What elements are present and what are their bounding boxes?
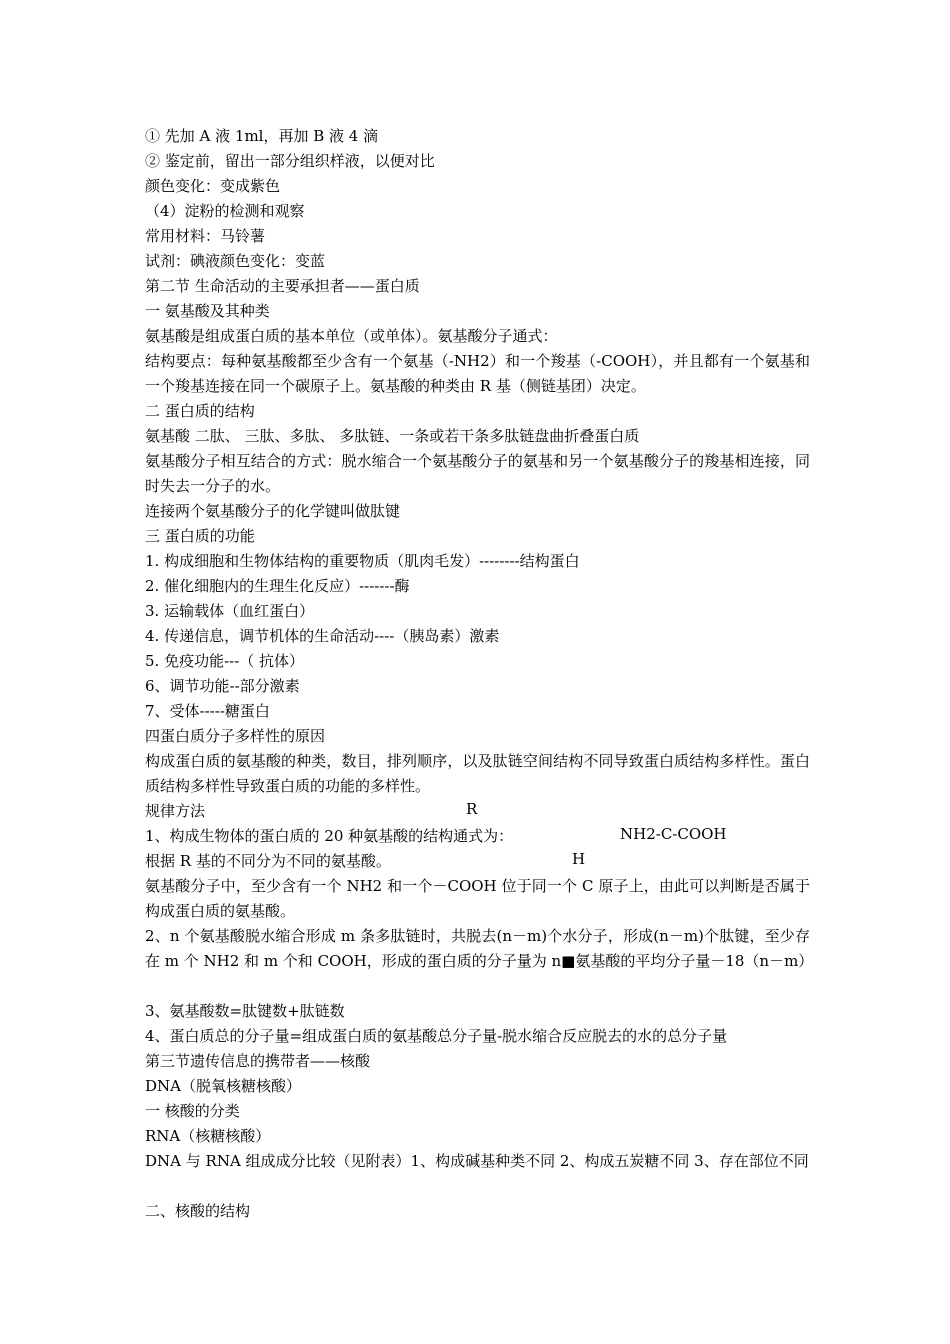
list-item: 6、调节功能--部分激素 bbox=[145, 677, 300, 695]
list-item: 7、受体-----糖蛋白 bbox=[145, 702, 270, 720]
text-line: 氨基酸 二肽、 三肽、多肽、 多肽链、一条或若干条多肽链盘曲折叠蛋白质 bbox=[145, 427, 640, 445]
paragraph: 结构要点：每种氨基酸都至少含有一个氨基（-NH2）和一个羧基（-COOH），并且都有一个氨基和一个羧基连接在同一个碳原子上。氨基酸的种类由 R 基（侧链基团）决定。 bbox=[145, 352, 810, 395]
section-heading: （4）淀粉的检测和观察 bbox=[145, 202, 305, 220]
paragraph: 构成蛋白质的氨基酸的种类，数目，排列顺序，以及肽链空间结构不同导致蛋白质结构多样性。蛋白质结构多样性导致蛋白质的功能的多样性。 bbox=[145, 752, 810, 795]
text-line: 根据 R 基的不同分为不同的氨基酸。 bbox=[145, 852, 391, 870]
paragraph: 氨基酸分子相互结合的方式：脱水缩合一个氨基酸分子的氨基和另一个氨基酸分子的羧基相连接，同时失去一分子的水。 bbox=[145, 452, 810, 495]
section-heading: 四蛋白质分子多样性的原因 bbox=[145, 727, 326, 745]
section-heading: 一 氨基酸及其种类 bbox=[145, 302, 270, 320]
text-line: 颜色变化：变成紫色 bbox=[145, 177, 281, 195]
paragraph: 2、n 个氨基酸脱水缩合形成 m 条多肽链时，共脱去(n－m)个水分子，形成(n－m)个肽键，至少存在 m 个 NH2 和 m 个和 COOH，形成的蛋白质的分子量为 n■氨基酸的平均分子量－18（n－m） bbox=[145, 927, 814, 970]
chapter-heading: 第三节遗传信息的携带者——核酸 bbox=[145, 1052, 371, 1070]
text-line: 4、蛋白质总的分子量=组成蛋白质的氨基酸总分子量-脱水缩合反应脱去的水的总分子量 bbox=[145, 1027, 728, 1045]
text-line: 氨基酸是组成蛋白质的基本单位（或单体）。氨基酸分子通式： bbox=[145, 327, 558, 345]
text-line: 试剂：碘液颜色变化：变蓝 bbox=[145, 252, 326, 270]
chapter-heading: 第二节 生命活动的主要承担者——蛋白质 bbox=[145, 277, 420, 295]
list-item: 2. 催化细胞内的生理生化反应）-------酶 bbox=[145, 577, 410, 595]
text-line: 常用材料：马铃薯 bbox=[145, 227, 266, 245]
text-line: ② 鉴定前，留出一部分组织样液，以便对比 bbox=[145, 152, 435, 170]
text-line: 连接两个氨基酸分子的化学键叫做肽键 bbox=[145, 502, 401, 520]
section-heading: 二 蛋白质的结构 bbox=[145, 402, 255, 420]
text-line: 1、构成生物体的蛋白质的 20 种氨基酸的结构通式为： bbox=[145, 827, 514, 845]
section-heading: 一 核酸的分类 bbox=[145, 1102, 240, 1120]
paragraph: 氨基酸分子中，至少含有一个 NH2 和一个－COOH 位于同一个 C 原子上，由此可以判断是否属于构成蛋白质的氨基酸。 bbox=[145, 877, 810, 920]
paragraph: DNA 与 RNA 组成成分比较（见附表）1、构成碱基种类不同 2、构成五炭糖不同 3、存在部位不同 bbox=[145, 1152, 809, 1170]
list-item: 5. 免疫功能---（ 抗体） bbox=[145, 652, 305, 670]
text-line: ① 先加 A 液 1ml，再加 B 液 4 滴 bbox=[145, 127, 379, 145]
text-line: RNA（核糖核酸） bbox=[145, 1127, 271, 1145]
list-item: 1. 构成细胞和生物体结构的重要物质（肌肉毛发）--------结构蛋白 bbox=[145, 552, 580, 570]
document-body bbox=[145, 124, 814, 1224]
list-item: 4. 传递信息，调节机体的生命活动----（胰岛素）激素 bbox=[145, 627, 500, 645]
list-item: 3. 运输载体（血红蛋白） bbox=[145, 602, 315, 620]
formula-hydrogen: H bbox=[572, 850, 586, 868]
section-heading: 二、核酸的结构 bbox=[145, 1202, 251, 1220]
formula-backbone: NH2-C-COOH bbox=[620, 825, 727, 843]
text-line: DNA（脱氧核糖核酸） bbox=[145, 1077, 301, 1095]
formula-r-group: R bbox=[466, 800, 478, 818]
text-line: 规律方法 bbox=[145, 802, 206, 820]
section-heading: 三 蛋白质的功能 bbox=[145, 527, 255, 545]
text-line: 3、氨基酸数=肽键数+肽链数 bbox=[145, 1002, 345, 1020]
